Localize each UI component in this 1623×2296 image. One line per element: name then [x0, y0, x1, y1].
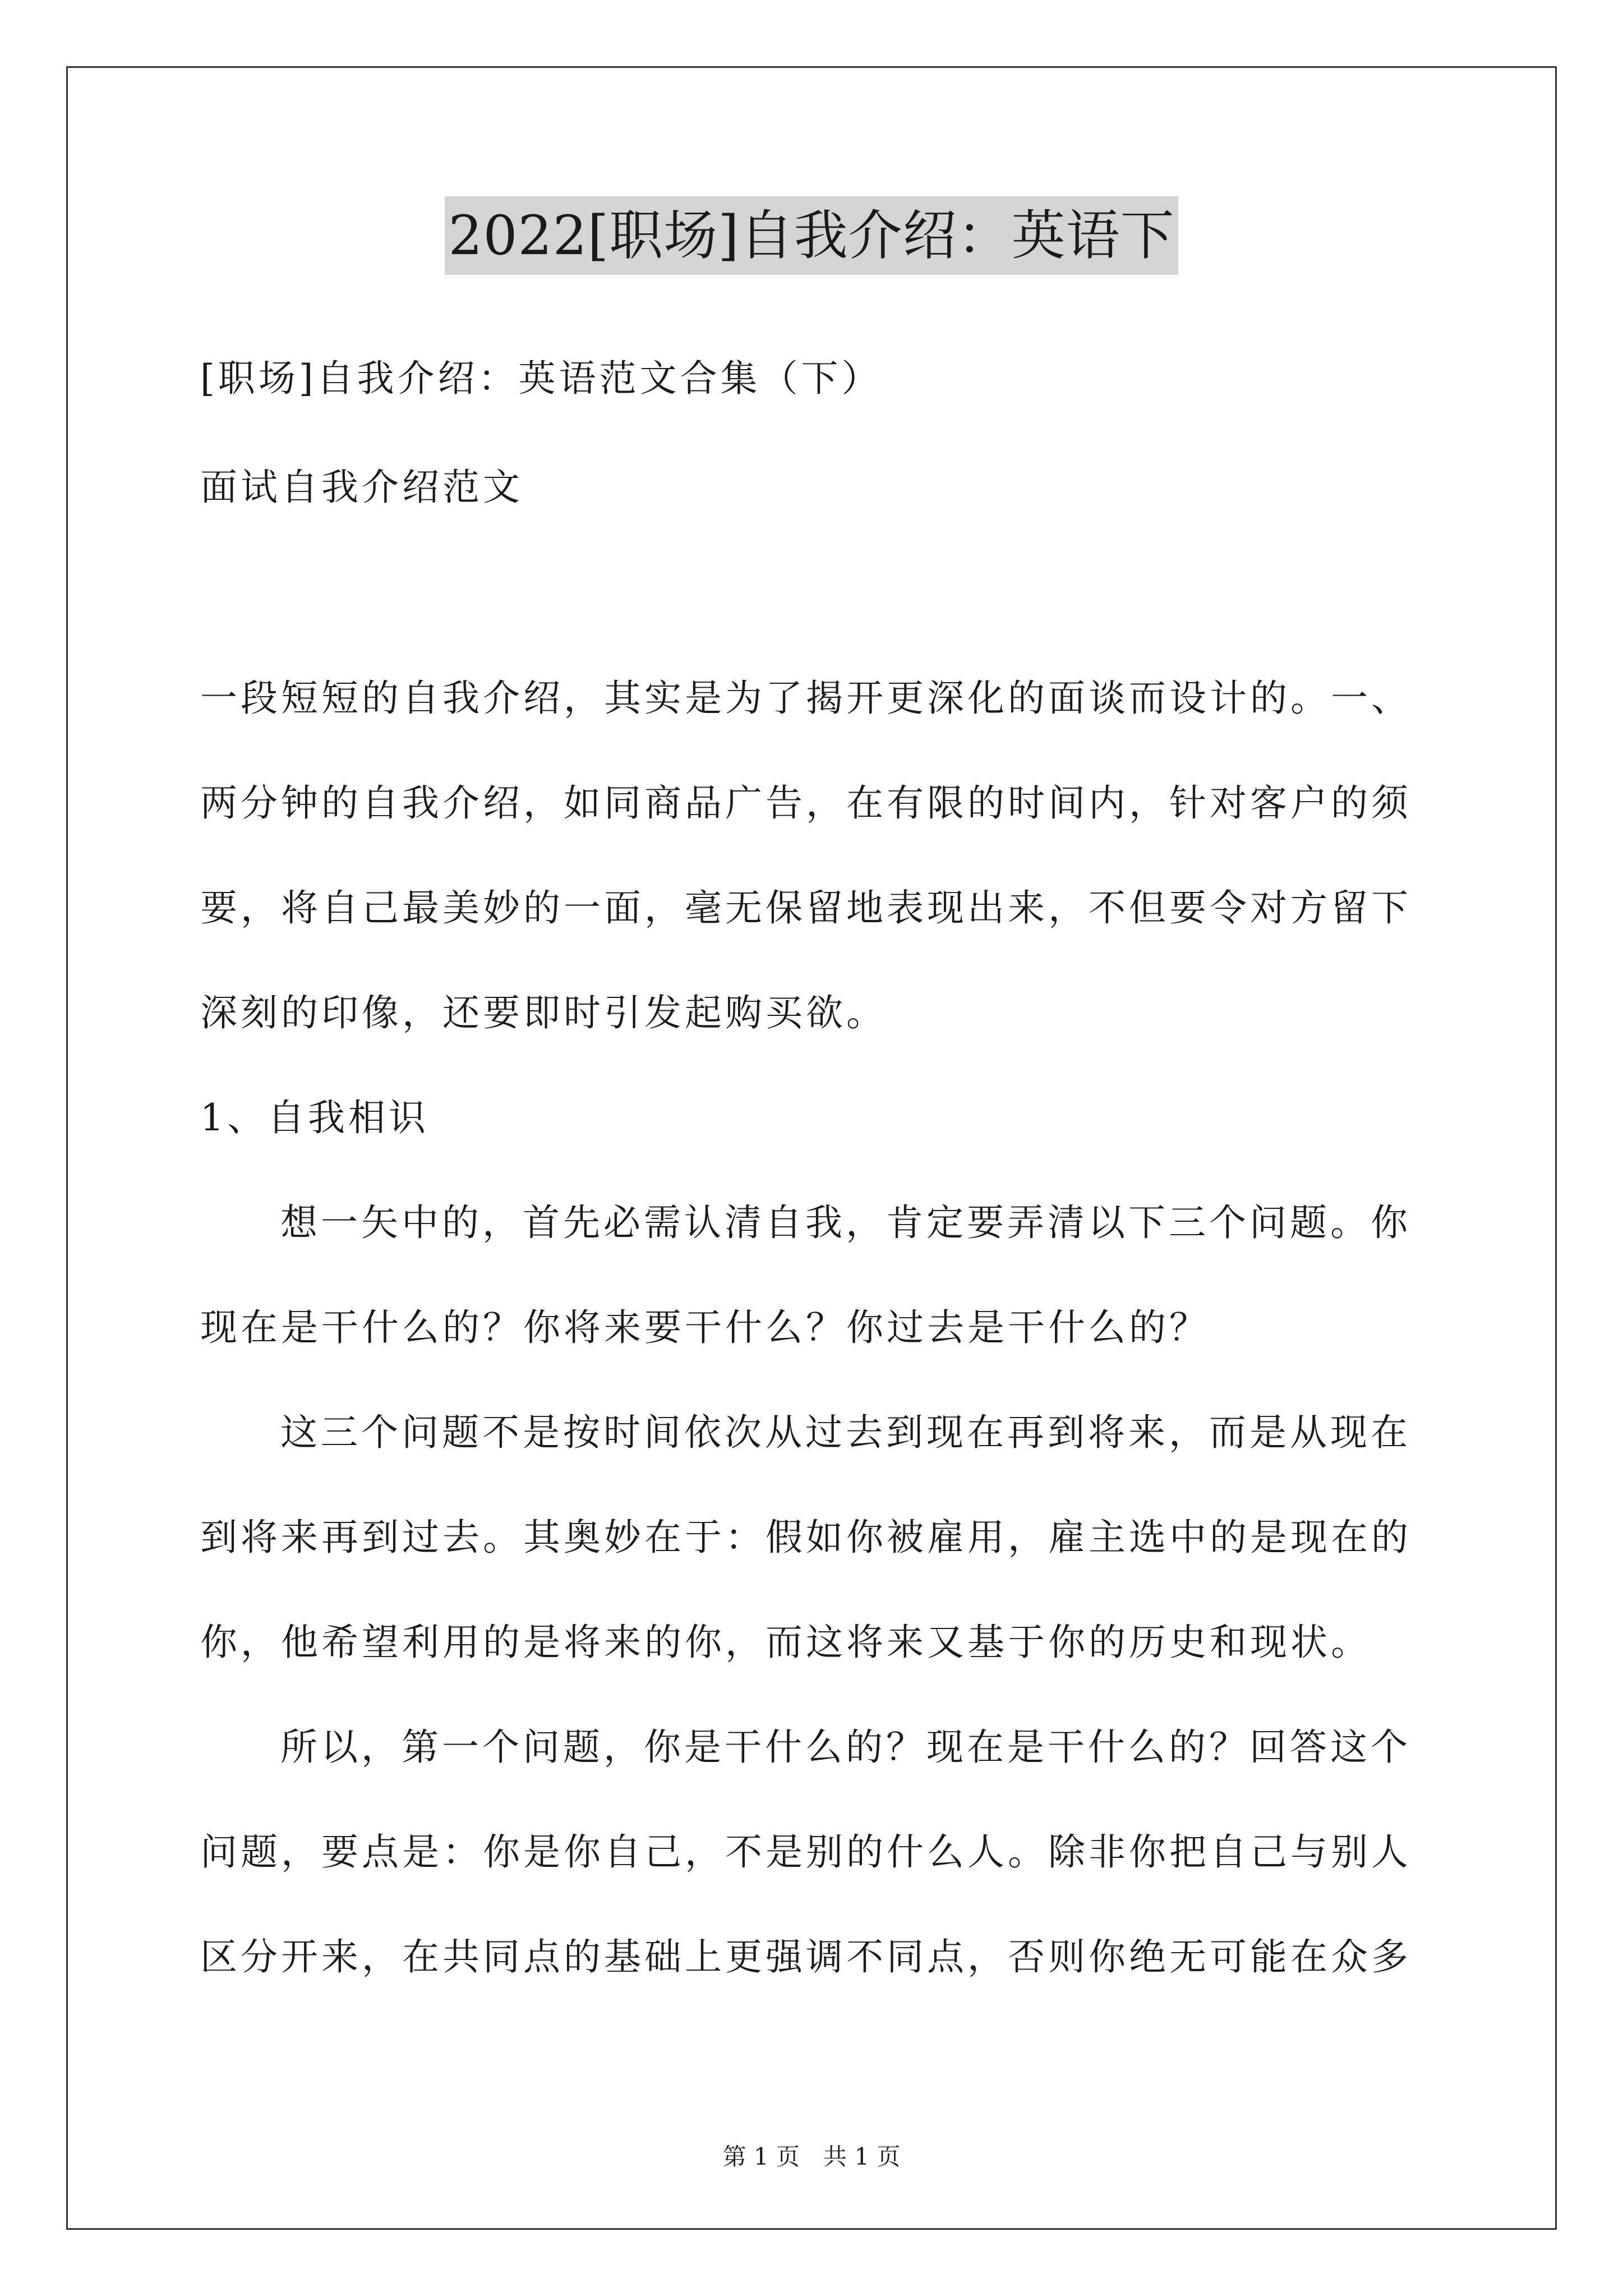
section-heading: 面试自我介绍范文	[200, 466, 523, 509]
paragraph-line: 这三个问题不是按时间依次从过去到现在再到将来，而是从现在	[280, 1411, 1411, 1454]
paragraph-line: 区分开来，在共同点的基础上更强调不同点，否则你绝无可能在众多	[200, 1935, 1412, 1978]
numbered-heading: 1、自我相识	[200, 1096, 429, 1139]
paragraph-line: 想一矢中的，首先必需认清自我，肯定要弄清以下三个问题。你	[280, 1201, 1411, 1244]
paragraph-line: 深刻的印像，还要即时引发起购买欲。	[200, 991, 887, 1034]
paragraph-line: 一段短短的自我介绍，其实是为了揭开更深化的面谈而设计的。一、	[200, 677, 1412, 720]
paragraph-line: 问题，要点是：你是你自己，不是别的什么人。除非你把自己与别人	[200, 1830, 1412, 1874]
paragraph-line: 要，将自己最美妙的一面，毫无保留地表现出来，不但要令对方留下	[200, 886, 1412, 930]
paragraph-line: 两分钟的自我介绍，如同商品广告，在有限的时间内，针对客户的须	[200, 781, 1412, 825]
paragraph-line: 现在是干什么的？你将来要干什么？你过去是干什么的？	[200, 1306, 1210, 1349]
paragraph-line: 所以，第一个问题，你是干什么的？现在是干什么的？回答这个	[280, 1726, 1411, 1769]
document-title: 2022[职场]自我介绍：英语下	[445, 196, 1178, 275]
title-container	[0, 196, 1623, 275]
paragraph-line: 你，他希望利用的是将来的你，而这将来又基于你的历史和现状。	[200, 1621, 1371, 1664]
paragraph-line: 到将来再到过去。其奥妙在于：假如你被雇用，雇主选中的是现在的	[200, 1516, 1412, 1559]
page-footer: 第 1 页 共 1 页	[722, 2143, 901, 2170]
subtitle-line: [职场]自我介绍：英语范文合集（下）	[200, 357, 882, 400]
